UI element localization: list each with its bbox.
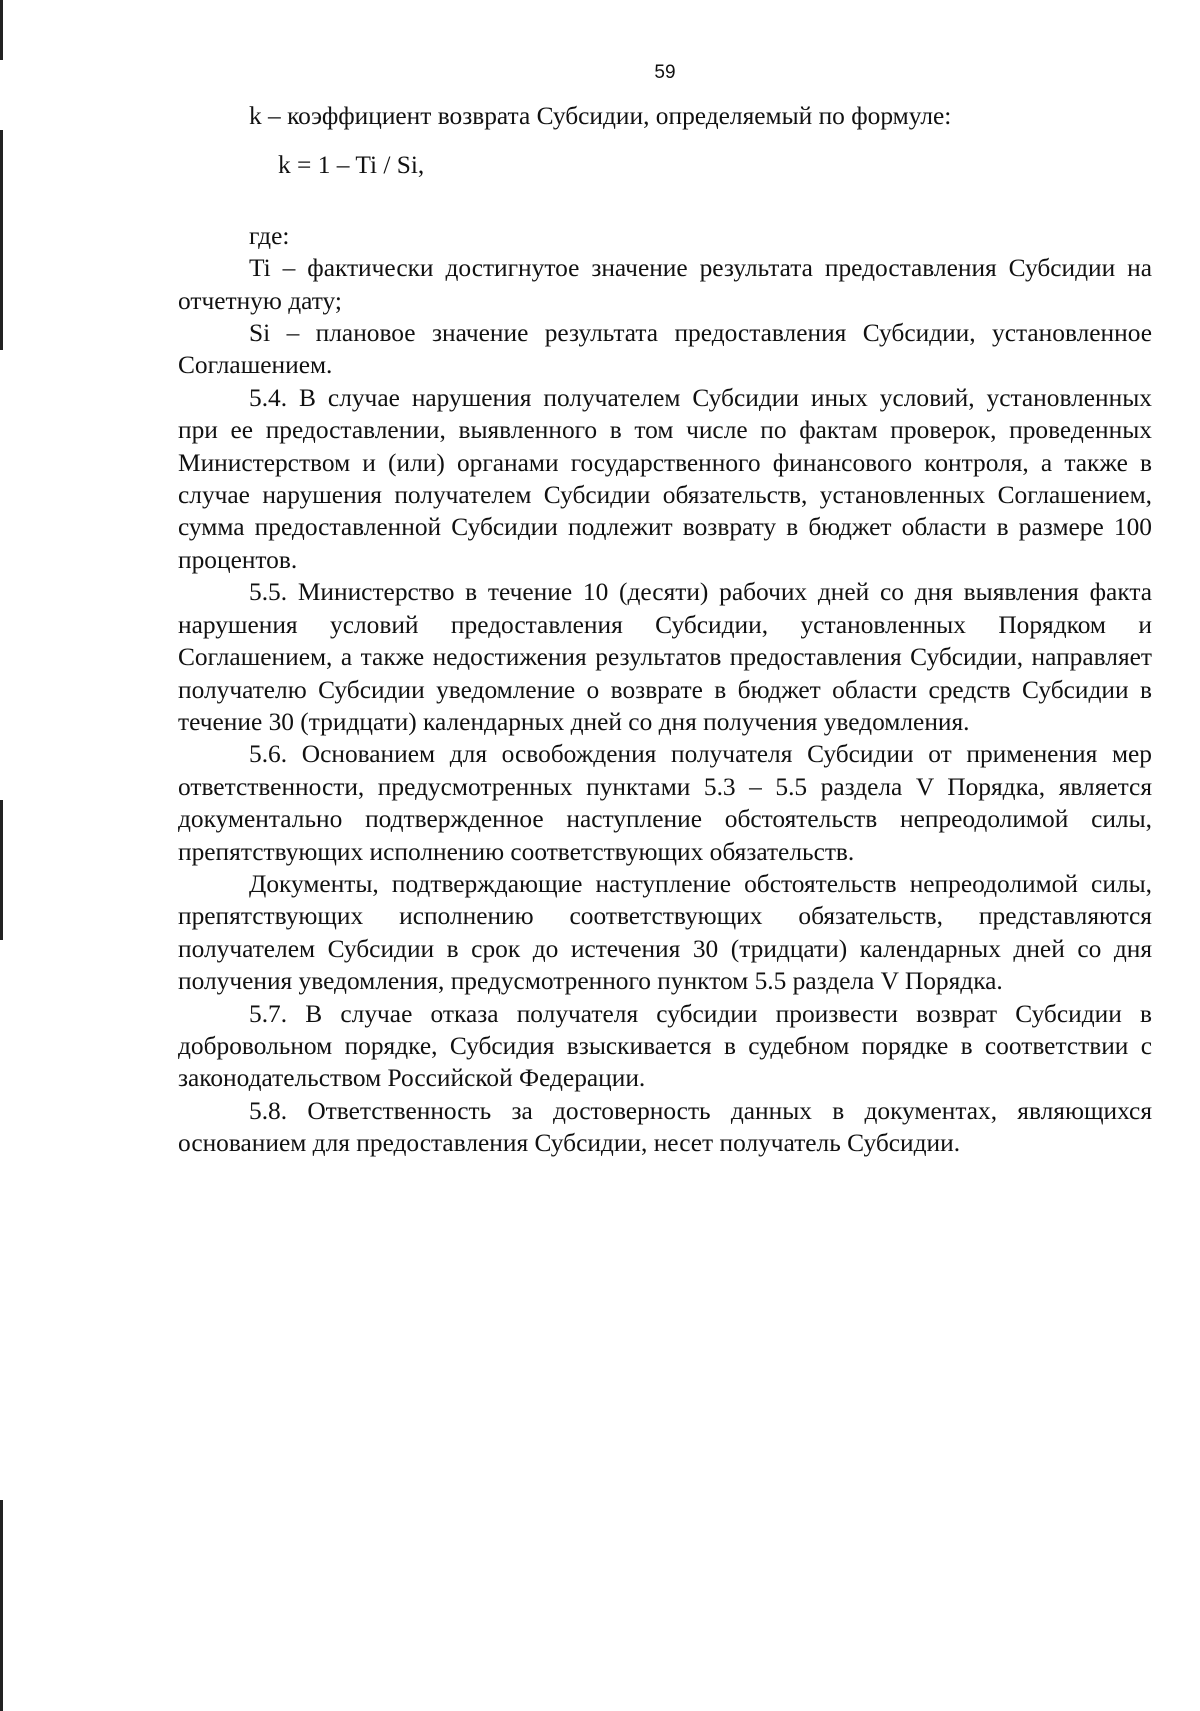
formula: k = 1 – Ti / Si,	[278, 151, 425, 180]
definition-ti: Ti – фактически достигнутое значение результата предоставления Субсидии на отчетную дату;	[178, 254, 1152, 315]
where-label: где:	[249, 221, 290, 250]
paragraph-5-5: 5.5. Министерство в течение 10 (десяти) рабочих дней со дня выявления факта нарушения условий предоставления Субсидии, установленных Порядком и Соглашением, а также недостижения результатов предоставления Субсидии, направляет получателю Субсидии уведомление о возврате в бюджет области средств Субсидии в течение 30 (тридцати) календарных дней со дня получения уведомления.	[178, 578, 1152, 736]
definition-si: Si – плановое значение результата предоставления Субсидии, установленное Соглашением.	[178, 319, 1152, 380]
paragraph-5-7: 5.7. В случае отказа получателя субсидии произвести возврат Субсидии в добровольном порядке, Субсидия взыскивается в судебном порядке в соответствии с законодательством Российской Федерации.	[178, 999, 1152, 1093]
scan-edge-mark	[0, 130, 3, 350]
paragraph-5-6: 5.6. Основанием для освобождения получателя Субсидии от применения мер ответственности, предусмотренных пунктами 5.3 – 5.5 раздела V Порядка, является документально подтвержденное наступление обстоятельств непреодолимой силы, препятствующих исполнению соответствующих обязательств.	[178, 740, 1152, 866]
page-number: 59	[654, 62, 676, 83]
paragraph-documents: Документы, подтверждающие наступление обстоятельств непреодолимой силы, препятствующих исполнению соответствующих обязательств, представляются получателем Субсидии в срок до истечения 30 (тридцати) календарных дней со дня получения уведомления, предусмотренного пунктом 5.5 раздела V Порядка.	[178, 869, 1152, 996]
paragraph-5-8: 5.8. Ответственность за достоверность данных в документах, являющихся основанием для предоставления Субсидии, несет получатель Субсидии.	[178, 1096, 1152, 1158]
paragraph-5-4: 5.4. В случае нарушения получателем Субсидии иных условий, установленных при ее предоставлении, выявленного в том числе по фактам проверок, проведенных Министерством и (или) органами государственного финансового контроля, а также в случае нарушения получателем Субсидии обязательств, установленных Соглашением, сумма предоставленной Субсидии подлежит возврату в бюджет области в размере 100 процентов.	[178, 383, 1152, 574]
scan-edge-mark	[0, 1500, 3, 1711]
scan-edge-mark	[0, 0, 3, 60]
scan-edge-mark	[0, 800, 3, 940]
document-body	[178, 100, 1152, 1160]
intro-line: k – коэффициент возврата Субсидии, определяемый по формуле:	[249, 102, 952, 130]
